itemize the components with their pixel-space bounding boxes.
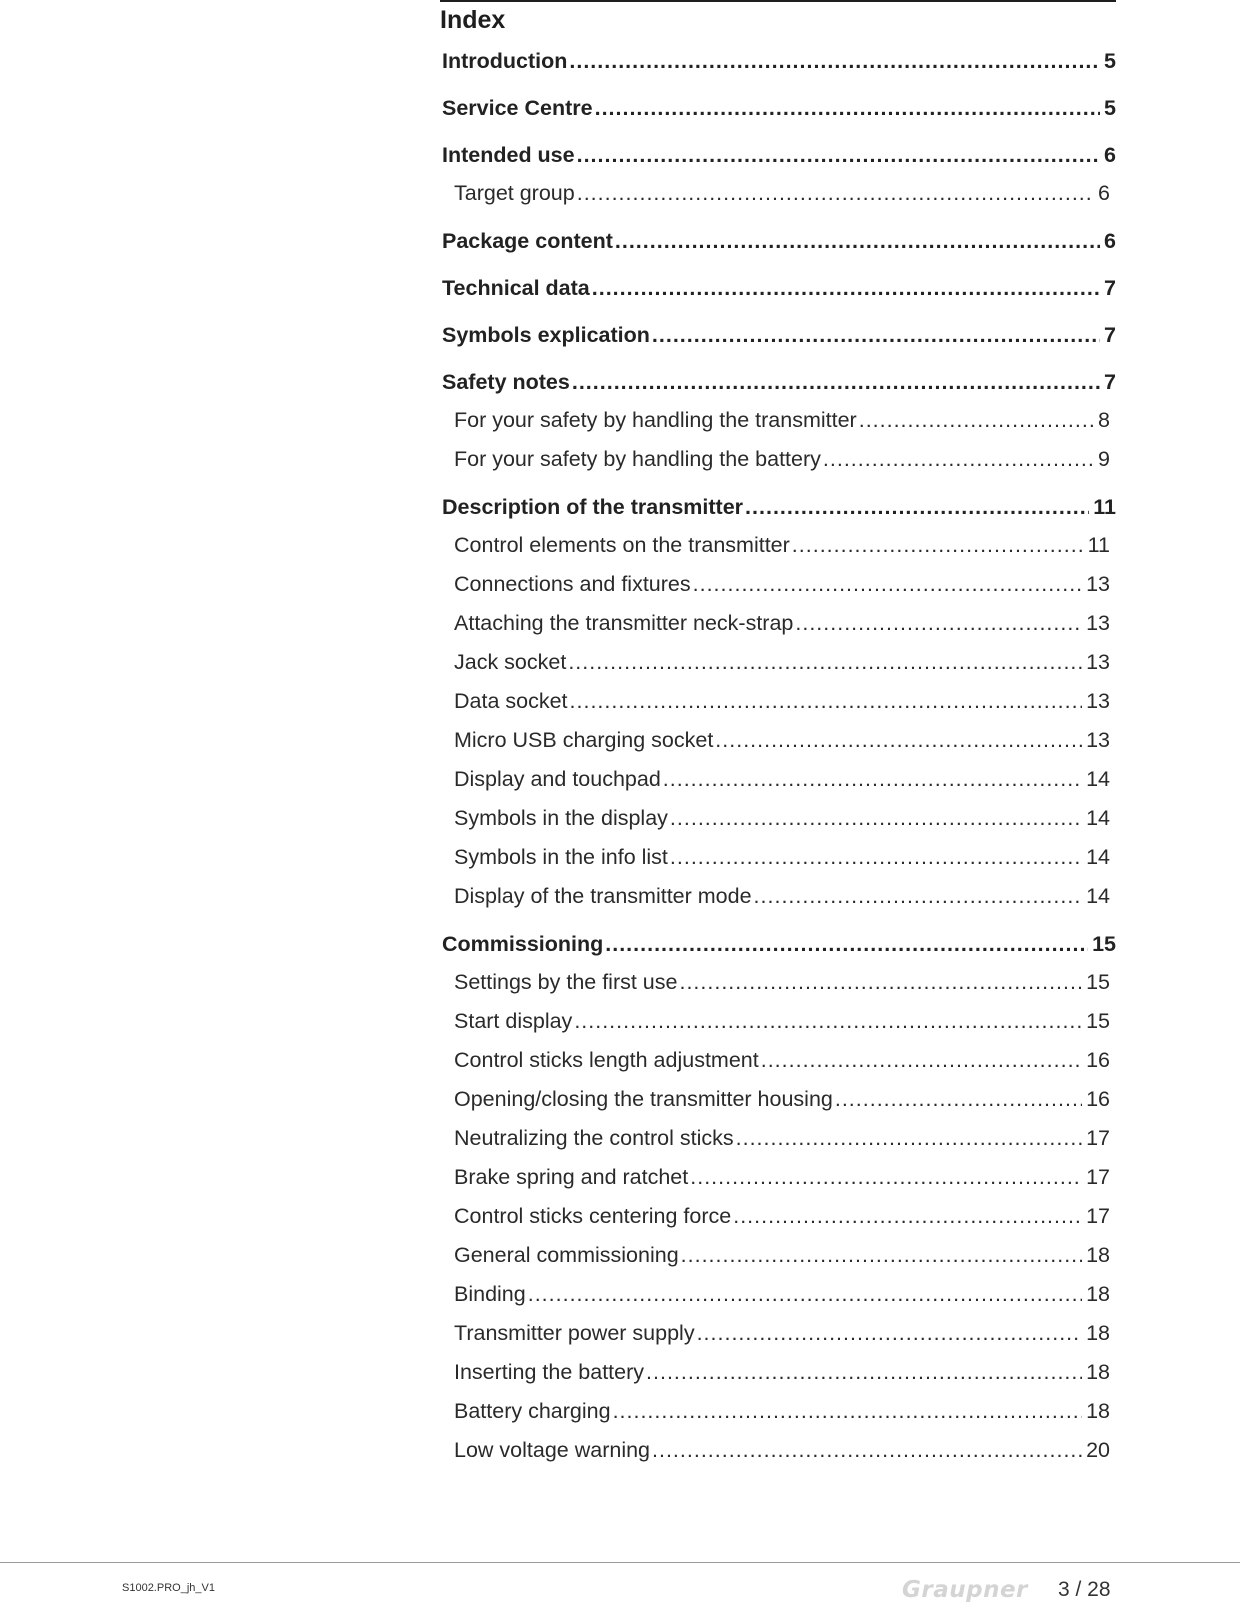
toc-entry-label: Introduction (442, 49, 568, 73)
toc-entry-label: Start display (454, 1009, 573, 1033)
toc-entry-label: Brake spring and ratchet (454, 1165, 689, 1189)
toc-entry-page: 11 (1093, 495, 1116, 519)
toc-subsection-entry[interactable] (442, 1314, 1116, 1353)
toc-dot-leader (613, 1392, 1083, 1431)
toc-entry-page: 9 (1098, 447, 1110, 471)
toc-subsection-entry[interactable] (442, 440, 1116, 479)
toc-entry-page: 16 (1086, 1087, 1110, 1111)
toc-dot-leader (690, 1158, 1082, 1197)
toc-entry-page: 14 (1086, 767, 1110, 791)
page-number: 3 / 28 (1058, 1578, 1111, 1601)
toc-dot-leader (679, 963, 1082, 1002)
toc-entry-label: Data socket (454, 689, 568, 713)
toc-subsection-entry[interactable] (442, 643, 1116, 682)
toc-dot-leader (754, 877, 1083, 916)
toc-entry-page: 5 (1104, 96, 1116, 120)
toc-subsection-entry[interactable] (442, 760, 1116, 799)
toc-dot-leader (795, 604, 1082, 643)
toc-entry-label: Safety notes (442, 370, 570, 394)
toc-subsection-entry[interactable] (442, 1392, 1116, 1431)
toc-subsection-entry[interactable] (442, 682, 1116, 721)
toc-section-entry[interactable] (442, 42, 1116, 80)
toc-dot-leader (670, 838, 1082, 877)
toc-entry-page: 15 (1086, 1009, 1110, 1033)
toc-entry-page: 6 (1104, 229, 1116, 253)
toc-entry-page: 7 (1104, 323, 1116, 347)
toc-entry-page: 5 (1104, 49, 1116, 73)
toc-dot-leader (670, 799, 1082, 838)
toc-entry-page: 15 (1092, 932, 1116, 956)
toc-dot-leader (835, 1080, 1082, 1119)
toc-entry-page: 20 (1086, 1438, 1110, 1462)
toc-dot-leader (715, 721, 1082, 760)
toc-subsection-entry[interactable] (442, 401, 1116, 440)
toc-entry-label: Service Centre (442, 96, 593, 120)
toc-subsection-entry[interactable] (442, 838, 1116, 877)
toc-subsection-entry[interactable] (442, 1275, 1116, 1314)
toc-entry-label: Technical data (442, 276, 590, 300)
toc-subsection-entry[interactable] (442, 1002, 1116, 1041)
toc-entry-page: 11 (1087, 533, 1110, 557)
toc-entry-label: Neutralizing the control sticks (454, 1126, 734, 1150)
toc-entry-label: Low voltage warning (454, 1438, 651, 1462)
toc-entry-label: Display of the transmitter mode (454, 884, 752, 908)
toc-entry-page: 7 (1104, 276, 1116, 300)
toc-entry-page: 18 (1086, 1243, 1110, 1267)
toc-entry-label: Inserting the battery (454, 1360, 645, 1384)
toc-entry-page: 18 (1086, 1321, 1110, 1345)
toc-entry-label: Control sticks length adjustment (454, 1048, 759, 1072)
toc-entry-page: 18 (1086, 1399, 1110, 1423)
toc-subsection-entry[interactable] (442, 799, 1116, 838)
toc-dot-leader (577, 136, 1100, 174)
toc-dot-leader (577, 174, 1094, 213)
toc-dot-leader (568, 643, 1082, 682)
toc-entry-label: Connections and fixtures (454, 572, 691, 596)
toc-dot-leader (592, 269, 1100, 307)
toc-subsection-entry[interactable] (442, 1041, 1116, 1080)
toc-subsection-entry[interactable] (442, 174, 1116, 213)
toc-entry-label: Control elements on the transmitter (454, 533, 790, 557)
toc-subsection-entry[interactable] (442, 1353, 1116, 1392)
top-rule (440, 0, 1116, 2)
toc-dot-leader (792, 526, 1084, 565)
toc-entry-label: Settings by the first use (454, 970, 678, 994)
toc-entry-page: 13 (1086, 689, 1110, 713)
toc-subsection-entry[interactable] (442, 877, 1116, 916)
toc-subsection-entry[interactable] (442, 604, 1116, 643)
toc-entry-page: 18 (1086, 1282, 1110, 1306)
toc-entry-label: Symbols explication (442, 323, 650, 347)
toc-dot-leader (681, 1236, 1082, 1275)
toc-section-entry[interactable] (442, 488, 1116, 526)
toc-entry-page: 15 (1086, 970, 1110, 994)
toc-dot-leader (595, 89, 1100, 127)
toc-dot-leader (605, 925, 1088, 963)
toc-entry-page: 13 (1086, 728, 1110, 752)
page-title: Index (440, 6, 506, 34)
toc-entry-page: 18 (1086, 1360, 1110, 1384)
document-code: S1002.PRO_jh_V1 (122, 1582, 215, 1594)
toc-subsection-entry[interactable] (442, 526, 1116, 565)
toc-entry-label: Description of the transmitter (442, 495, 744, 519)
toc-entry-label: Control sticks centering force (454, 1204, 732, 1228)
toc-entry-page: 17 (1086, 1126, 1110, 1150)
toc-entry-page: 17 (1086, 1165, 1110, 1189)
toc-dot-leader (652, 1431, 1082, 1470)
toc-entry-label: Commissioning (442, 932, 604, 956)
toc-subsection-entry[interactable] (442, 963, 1116, 1002)
toc-entry-label: Battery charging (454, 1399, 611, 1423)
toc-subsection-entry[interactable] (442, 721, 1116, 760)
toc-entry-label: General commissioning (454, 1243, 679, 1267)
toc-entry-label: Symbols in the display (454, 806, 668, 830)
toc-entry-page: 16 (1086, 1048, 1110, 1072)
toc-entry-page: 13 (1086, 572, 1110, 596)
toc-entry-label: Attaching the transmitter neck-strap (454, 611, 794, 635)
toc-entry-page: 13 (1086, 611, 1110, 635)
toc-section-entry[interactable] (442, 925, 1116, 963)
brand-logo: Graupner (902, 1577, 1028, 1603)
toc-dot-leader (652, 316, 1100, 354)
toc-dot-leader (697, 1314, 1083, 1353)
toc-section-entry[interactable] (442, 316, 1116, 354)
toc-section-entry[interactable] (442, 136, 1116, 174)
toc-dot-leader (859, 401, 1094, 440)
toc-entry-label: Jack socket (454, 650, 567, 674)
toc-entry-label: Binding (454, 1282, 526, 1306)
toc-dot-leader (646, 1353, 1082, 1392)
toc-subsection-entry[interactable] (442, 1431, 1116, 1470)
toc-dot-leader (572, 363, 1100, 401)
toc-dot-leader (823, 440, 1094, 479)
toc-dot-leader (574, 1002, 1082, 1041)
toc-subsection-entry[interactable] (442, 1236, 1116, 1275)
toc-dot-leader (528, 1275, 1082, 1314)
toc-subsection-entry[interactable] (442, 1080, 1116, 1119)
toc-entry-page: 6 (1098, 181, 1110, 205)
toc-entry-label: Package content (442, 229, 613, 253)
footer-divider (0, 1562, 1240, 1563)
table-of-contents (442, 42, 1116, 1470)
toc-entry-page: 6 (1104, 143, 1116, 167)
toc-entry-page: 14 (1086, 806, 1110, 830)
toc-subsection-entry[interactable] (442, 1158, 1116, 1197)
toc-entry-label: Display and touchpad (454, 767, 661, 791)
toc-dot-leader (733, 1197, 1082, 1236)
toc-entry-label: Target group (454, 181, 575, 205)
toc-section-entry[interactable] (442, 269, 1116, 307)
toc-entry-label: Opening/closing the transmitter housing (454, 1087, 833, 1111)
toc-section-entry[interactable] (442, 222, 1116, 260)
toc-dot-leader (570, 682, 1083, 721)
toc-entry-page: 13 (1086, 650, 1110, 674)
toc-entry-label: Transmitter power supply (454, 1321, 695, 1345)
toc-entry-page: 14 (1086, 845, 1110, 869)
toc-dot-leader (736, 1119, 1082, 1158)
toc-subsection-entry[interactable] (442, 1119, 1116, 1158)
toc-dot-leader (693, 565, 1082, 604)
toc-section-entry[interactable] (442, 363, 1116, 401)
toc-dot-leader (569, 42, 1100, 80)
toc-subsection-entry[interactable] (442, 1197, 1116, 1236)
toc-entry-page: 14 (1086, 884, 1110, 908)
toc-dot-leader (761, 1041, 1082, 1080)
toc-subsection-entry[interactable] (442, 565, 1116, 604)
toc-section-entry[interactable] (442, 89, 1116, 127)
toc-entry-page: 7 (1104, 370, 1116, 394)
toc-entry-label: For your safety by handling the battery (454, 447, 821, 471)
toc-entry-label: For your safety by handling the transmitter (454, 408, 857, 432)
toc-entry-label: Intended use (442, 143, 575, 167)
toc-entry-page: 17 (1086, 1204, 1110, 1228)
toc-dot-leader (663, 760, 1082, 799)
toc-entry-page: 8 (1098, 408, 1110, 432)
toc-entry-label: Symbols in the info list (454, 845, 668, 869)
toc-dot-leader (615, 222, 1100, 260)
toc-dot-leader (745, 488, 1089, 526)
toc-entry-label: Micro USB charging socket (454, 728, 714, 752)
